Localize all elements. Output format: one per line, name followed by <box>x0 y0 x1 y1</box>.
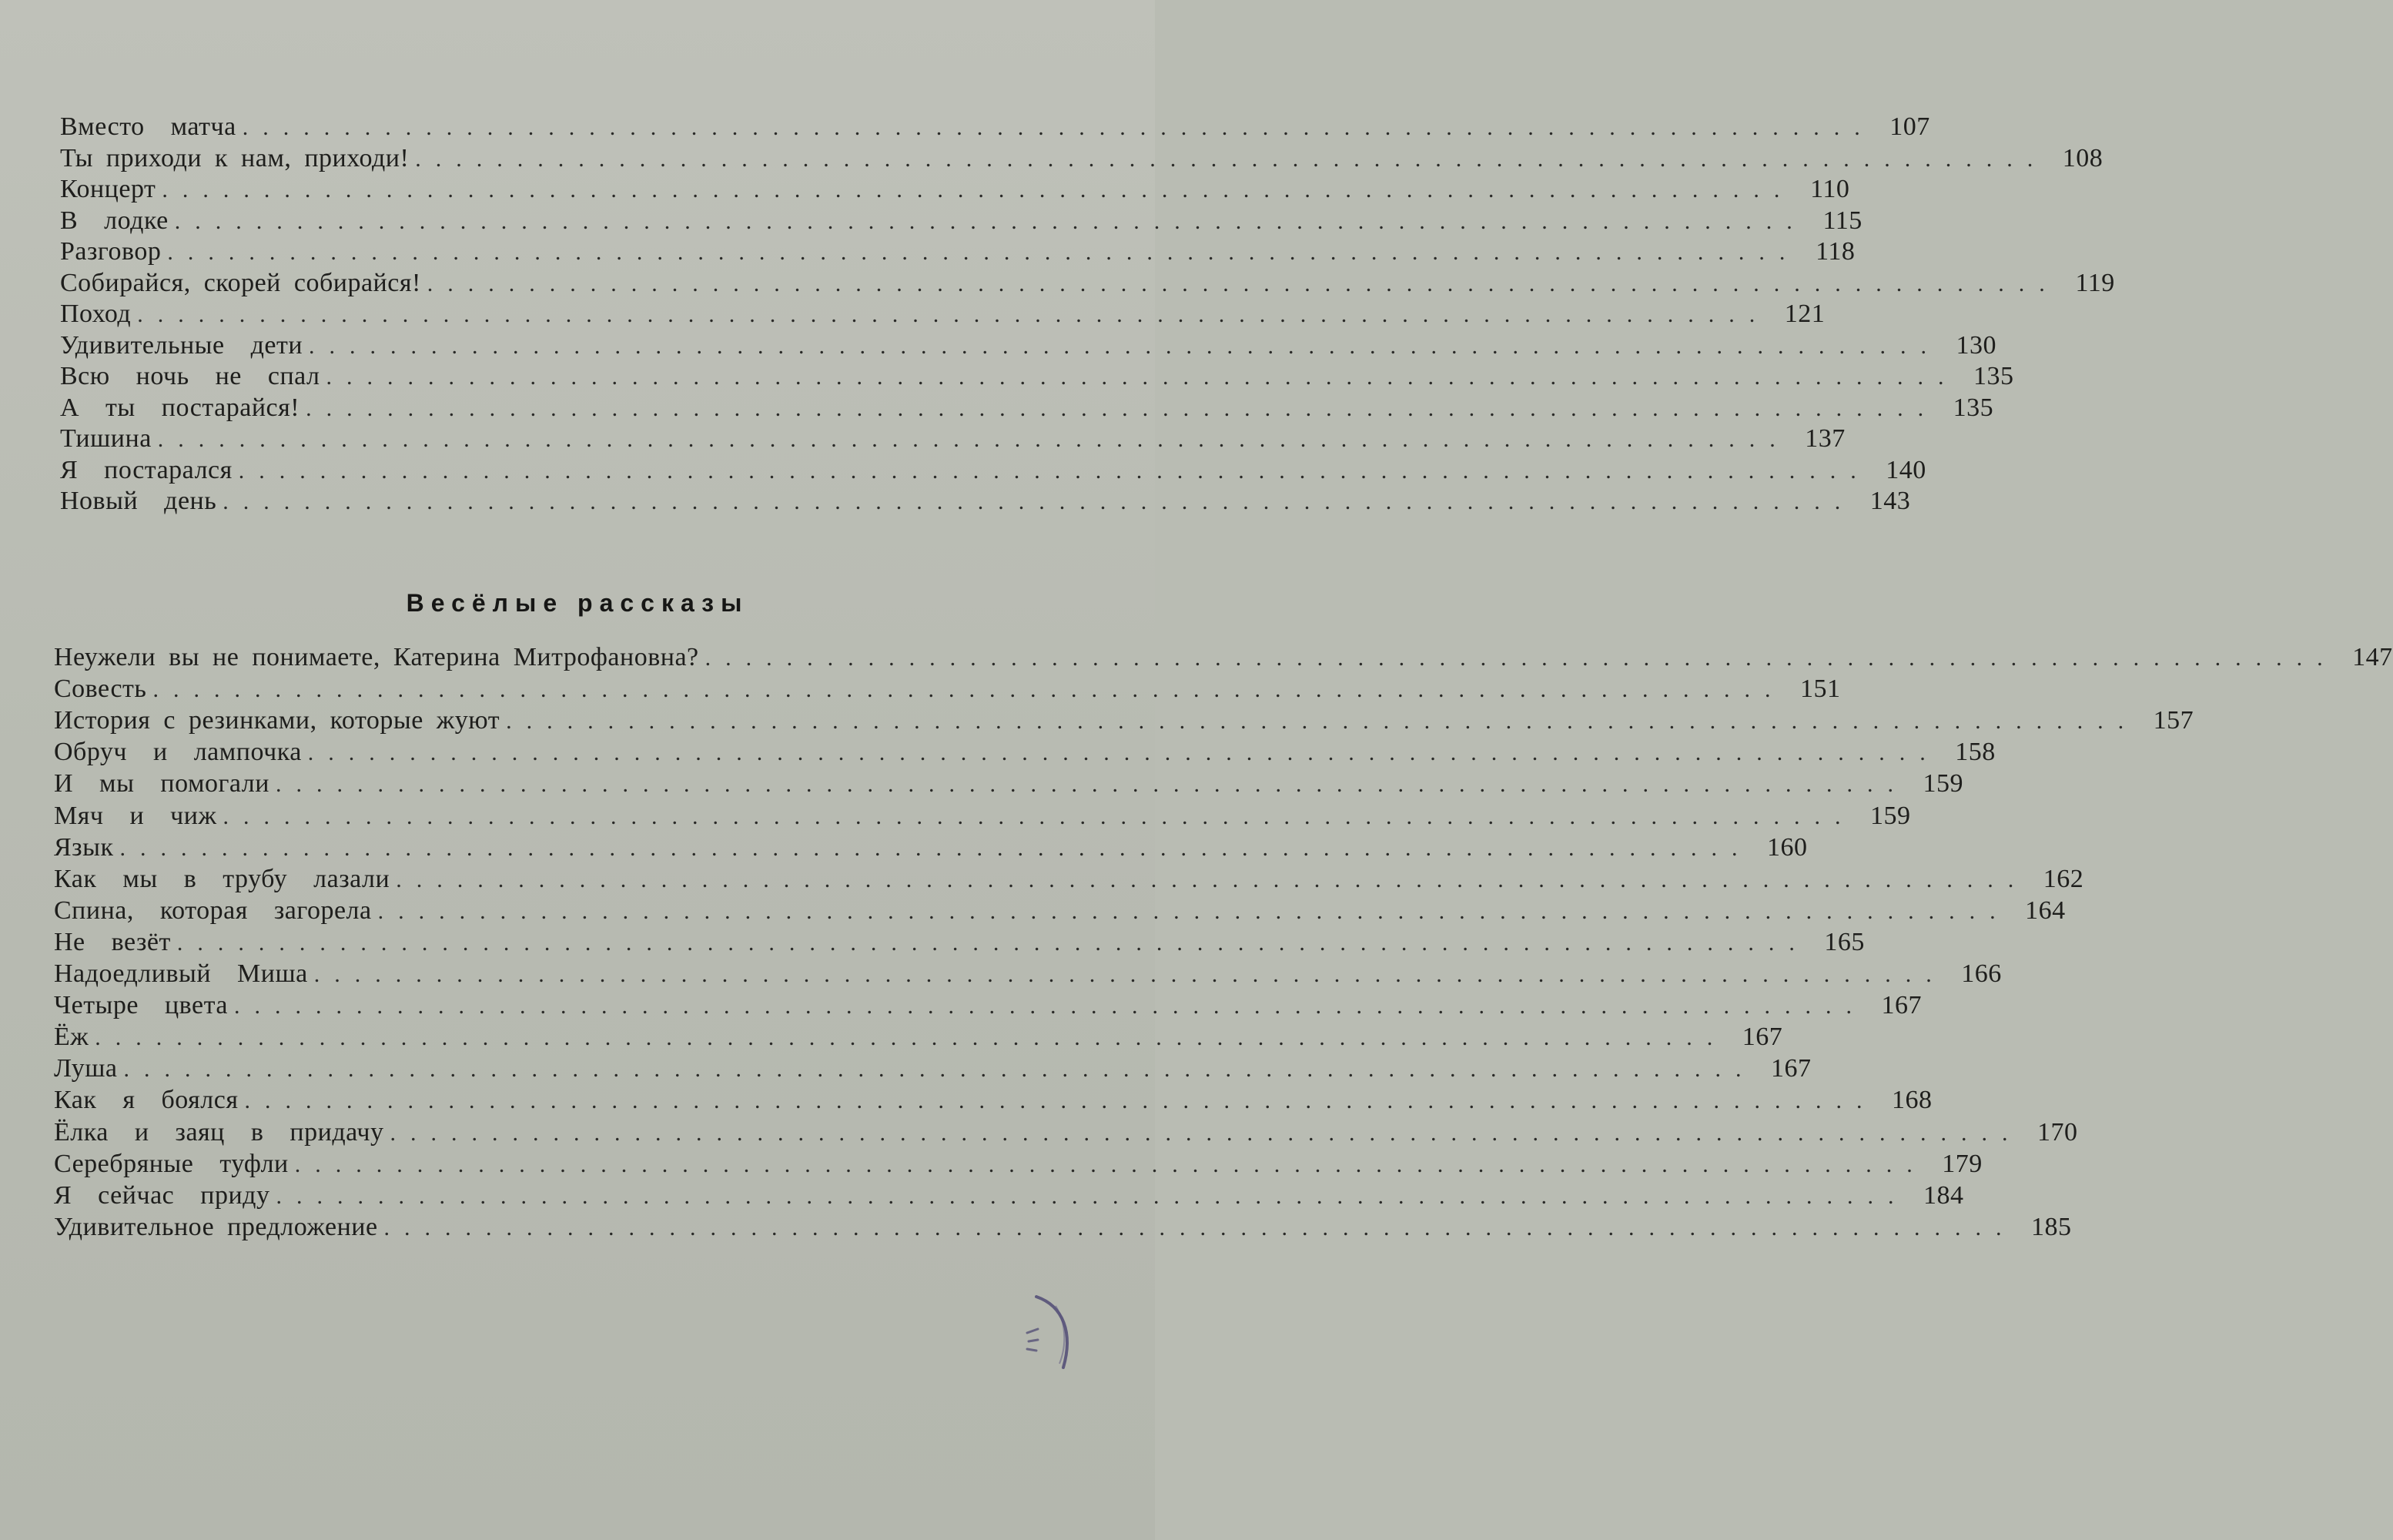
dot-leader: ................................................................................ <box>383 1214 2016 1240</box>
dot-leader: ................................................................................ <box>427 270 2060 296</box>
toc-entry-title: Спина, которая загорела <box>54 896 372 925</box>
toc-entry-title: Мяч и чиж <box>54 801 217 830</box>
toc-entry-title: А ты постарайся! <box>60 393 300 422</box>
toc-entry-page: 159 <box>1869 801 1911 830</box>
toc-entry-title: Концерт <box>60 175 156 203</box>
toc-entry <box>54 737 1996 768</box>
toc-entry <box>60 143 2103 174</box>
toc-entry-title: Ты приходи к нам, приходи! <box>60 143 410 172</box>
toc-entry-title: Обруч и лампочка <box>54 738 302 767</box>
toc-entry <box>60 393 1994 424</box>
toc-entry-title: Как мы в трубу лазали <box>54 864 390 893</box>
toc-entry <box>54 642 2393 673</box>
toc-entry-title: Поход <box>60 300 132 328</box>
toc-entry-page: 185 <box>2031 1212 2072 1241</box>
toc-entry <box>54 832 1808 863</box>
toc-entry <box>54 896 2066 926</box>
toc-entry-title: Четыре цвета <box>54 991 228 1020</box>
toc-entry-page: 121 <box>1784 300 1826 328</box>
toc-entry-title: Язык <box>54 832 114 862</box>
toc-entry-title: Разговор <box>60 237 162 266</box>
toc-entry <box>54 801 1911 832</box>
toc-entry <box>54 1022 1783 1053</box>
toc-entry-page: 164 <box>2025 896 2066 925</box>
toc-entry <box>54 1180 1964 1211</box>
toc-entry <box>60 486 1911 517</box>
toc-entry <box>60 206 1863 236</box>
dot-leader: ................................................................................ <box>415 146 2048 172</box>
toc-entry-title: Вместо матча <box>60 112 236 141</box>
toc-entry-page: 118 <box>1816 237 1856 266</box>
dot-leader: ................................................................................ <box>176 929 1809 956</box>
toc-entry-page: 108 <box>2062 143 2103 172</box>
dot-leader: ................................................................................ <box>309 333 1942 359</box>
ink-stamp-icon <box>1021 1291 1090 1375</box>
dot-leader: ................................................................................ <box>506 708 2139 735</box>
toc-entry <box>60 236 1856 267</box>
toc-entry <box>54 927 1865 958</box>
toc-entry <box>60 455 1926 486</box>
toc-entry <box>54 1053 1812 1084</box>
toc-entry <box>60 112 1930 142</box>
dot-leader: ................................................................................ <box>313 962 1946 987</box>
toc-entry-title: Не везёт <box>54 927 171 956</box>
toc-entry-title: Неужели вы не понимаете, Катерина Митрофановна? <box>54 643 699 671</box>
toc-entry-title: Всю ночь не спал <box>60 362 320 390</box>
toc-entry-page: 143 <box>1869 487 1911 515</box>
toc-entry-title: Ёж <box>54 1023 89 1052</box>
dot-leader: ................................................................................ <box>223 803 1856 829</box>
toc-entry <box>54 1117 2078 1148</box>
toc-entry-page: 165 <box>1824 927 1865 956</box>
toc-entry-title: Я постарался <box>60 455 233 484</box>
toc-entry-page: 135 <box>1973 362 2014 390</box>
dot-leader: ................................................................................ <box>294 1151 1927 1177</box>
toc-entry <box>54 705 2194 736</box>
toc-entry-title: Совесть <box>54 675 147 704</box>
toc-entry-page: 167 <box>1881 991 1922 1020</box>
toc-entry <box>54 674 1841 705</box>
toc-entry-page: 158 <box>1955 738 1996 767</box>
dot-leader: ................................................................................ <box>306 395 1939 421</box>
dot-leader: ................................................................................ <box>390 1120 2023 1146</box>
toc-entry <box>60 361 2014 392</box>
dot-leader: ................................................................................ <box>157 427 1790 452</box>
toc-entry <box>60 268 2115 299</box>
dot-leader: ................................................................................ <box>244 1088 1877 1114</box>
toc-entry-title: Луша <box>54 1054 118 1083</box>
toc-entry-title: Как я боялся <box>54 1086 239 1115</box>
toc-entry-page: 167 <box>1742 1023 1783 1052</box>
toc-entry <box>60 424 1846 454</box>
toc-entry <box>54 1149 1983 1180</box>
toc-entry-title: Удивительные дети <box>60 330 303 360</box>
dot-leader: ................................................................................ <box>307 740 1940 766</box>
toc-entry <box>54 1085 1933 1116</box>
toc-entry-page: 130 <box>1956 330 1997 360</box>
dot-leader: ................................................................................ <box>377 898 2010 924</box>
dot-leader: ................................................................................ <box>95 1025 1728 1051</box>
toc-entry-title: История с резинками, которые жуют <box>54 706 500 735</box>
toc-entry-title: Удивительное предложение <box>54 1212 378 1241</box>
dot-leader: ................................................................................ <box>137 302 1770 327</box>
toc-entry <box>54 959 2002 989</box>
toc-entry-title: В лодке <box>60 206 169 235</box>
toc-entry <box>54 1212 2072 1243</box>
toc-entry-page: 151 <box>1799 675 1841 704</box>
dot-leader: ................................................................................ <box>162 177 1795 203</box>
toc-entry <box>54 990 1922 1021</box>
dot-leader: ................................................................................ <box>326 364 1959 390</box>
dot-leader: ................................................................................ <box>276 1183 1909 1209</box>
toc-entry-title: Ёлка и заяц в придачу <box>54 1117 384 1147</box>
dot-leader: ................................................................................ <box>174 208 1807 234</box>
toc-entry-page: 168 <box>1891 1086 1933 1115</box>
toc-entry-title: Собирайся, скорей собирайся! <box>60 268 421 297</box>
toc-entry-page: 119 <box>2075 268 2115 297</box>
dot-leader: ................................................................................ <box>705 645 2338 671</box>
toc-entry-page: 110 <box>1810 175 1850 203</box>
toc-entry-page: 170 <box>2037 1117 2078 1147</box>
toc-entry-page: 159 <box>1923 769 1963 798</box>
toc-entry-page: 140 <box>1886 455 1926 484</box>
toc-entry-title: Новый день <box>60 487 217 515</box>
toc-entry <box>54 864 2084 895</box>
toc-entry-page: 115 <box>1822 206 1863 235</box>
toc-entry-page: 167 <box>1770 1054 1812 1083</box>
toc-entry-page: 179 <box>1942 1149 1983 1178</box>
dot-leader: ................................................................................ <box>242 115 1875 140</box>
toc-entry-page: 157 <box>2153 706 2194 735</box>
toc-entry-page: 137 <box>1805 424 1846 453</box>
dot-leader: ................................................................................ <box>234 993 1866 1019</box>
toc-entry-title: Надоедливый Миша <box>54 959 308 988</box>
toc-entry-page: 147 <box>2352 643 2393 671</box>
toc-entry-title: Серебряные туфли <box>54 1149 289 1178</box>
section-heading: Весёлые рассказы <box>406 589 749 617</box>
toc-entry-title: Я сейчас приду <box>54 1180 270 1210</box>
dot-leader: ................................................................................ <box>123 1056 1756 1083</box>
dot-leader: ................................................................................ <box>238 457 1871 484</box>
dot-leader: ................................................................................ <box>167 239 1800 265</box>
toc-entry-page: 107 <box>1889 112 1930 141</box>
toc-entry-title: Тишина <box>60 424 152 453</box>
toc-entry <box>54 768 1963 799</box>
toc-entry-page: 135 <box>1953 393 1994 422</box>
dot-leader: ................................................................................ <box>275 772 1908 798</box>
dot-leader: ................................................................................ <box>119 835 1752 861</box>
toc-entry-page: 160 <box>1766 832 1808 862</box>
toc-entry-title: И мы помогали <box>54 769 269 798</box>
dot-leader: ................................................................................ <box>396 866 2029 892</box>
toc-entry <box>60 330 1997 361</box>
toc-entry-page: 166 <box>1961 959 2002 988</box>
toc-entry-page: 184 <box>1923 1180 1964 1210</box>
toc-entry <box>60 299 1826 330</box>
dot-leader: ................................................................................ <box>152 677 1786 703</box>
toc-entry <box>60 174 1850 205</box>
toc-entry-page: 162 <box>2043 864 2084 893</box>
dot-leader: ................................................................................ <box>223 489 1856 514</box>
